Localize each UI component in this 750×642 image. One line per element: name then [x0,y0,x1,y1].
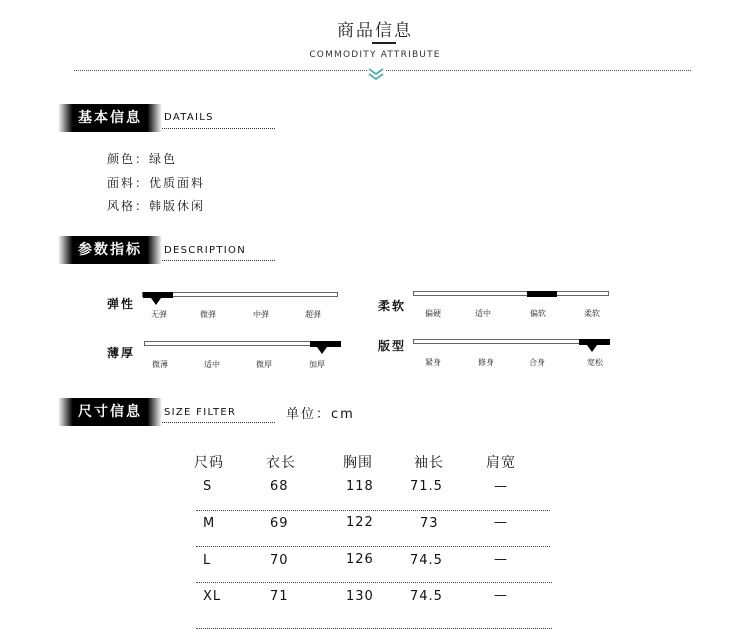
scale-track-elasticity [142,292,338,297]
page-subtitle: COMMODITY ATTRIBUTE [309,50,441,60]
table-cell: 126 [346,552,374,567]
table-cell: — [494,588,508,603]
section-rule [162,260,275,261]
scale-tick: 合身 [529,358,545,367]
scale-tick: 适中 [204,360,220,369]
scale-tick: 适中 [475,309,491,318]
column-header: 胸围 [343,455,373,471]
row-divider [196,628,552,629]
scale-marker [151,298,161,305]
column-header: 衣长 [266,455,296,471]
scale-tick: 偏软 [530,309,546,318]
scale-tick: 微厚 [256,360,272,369]
column-header: 袖长 [414,455,444,471]
table-cell: XL [203,589,222,604]
section-subtitle-basic: DATAILS [164,112,214,123]
row-divider [196,582,552,583]
column-header: 肩宽 [486,455,516,471]
scale-label-fit: 版型 [378,339,407,353]
scale-marker [317,347,327,354]
scale-tick: 无弹 [151,310,167,319]
unit-label: 单位：cm [286,407,355,422]
section-rule [162,128,275,129]
info-color: 颜色：绿色 [107,152,178,166]
table-cell: 71 [270,589,289,604]
scale-tick: 超弹 [305,310,321,319]
table-cell: 74.5 [410,589,443,604]
table-cell: 71.5 [410,479,443,494]
table-cell: M [203,516,216,531]
table-cell: 74.5 [410,553,443,568]
info-fabric: 面料：优质面料 [107,176,206,190]
table-cell: — [494,479,508,494]
scale-tick: 加厚 [309,360,325,369]
scale-tick: 微薄 [152,360,168,369]
scale-tick: 修身 [478,358,494,367]
section-title-size: 尺寸信息 [58,398,162,426]
scale-fill [527,291,557,297]
scale-marker [587,345,597,352]
scale-label-softness: 柔软 [378,299,407,313]
table-cell: 122 [346,515,374,530]
scale-tick: 紧身 [425,358,441,367]
scale-tick: 中弹 [253,310,269,319]
section-title-params: 参数指标 [58,236,162,264]
table-cell: 68 [270,479,289,494]
table-cell: 70 [270,553,289,568]
column-header: 尺码 [194,455,224,471]
scale-track-softness [413,291,609,296]
page-title: 商品信息 [337,21,413,41]
scale-track-fit [413,339,609,344]
title-underline [372,42,396,44]
scale-tick: 宽松 [587,358,603,367]
scale-label-elasticity: 弹性 [107,297,136,311]
table-cell: 130 [346,589,374,604]
table-cell: 118 [346,479,374,494]
scale-track-thickness [144,341,340,346]
row-divider [196,546,550,547]
scale-tick: 微弹 [200,310,216,319]
row-divider [196,510,550,511]
table-cell: 73 [420,516,439,531]
section-subtitle-size: SIZE FILTER [164,407,237,418]
scale-label-thickness: 薄厚 [107,346,136,360]
section-subtitle-params: DESCRIPTION [164,245,246,256]
section-rule [162,422,275,423]
table-cell: S [203,479,213,494]
table-cell: — [494,515,508,530]
scale-tick: 柔软 [584,309,600,318]
table-cell: 69 [270,516,289,531]
info-style: 风格：韩版休闲 [107,199,206,213]
section-title-basic: 基本信息 [58,104,162,132]
table-cell: — [494,552,508,567]
double-chevron-down-icon [367,66,385,85]
scale-tick: 偏硬 [425,309,441,318]
table-cell: L [203,553,212,568]
